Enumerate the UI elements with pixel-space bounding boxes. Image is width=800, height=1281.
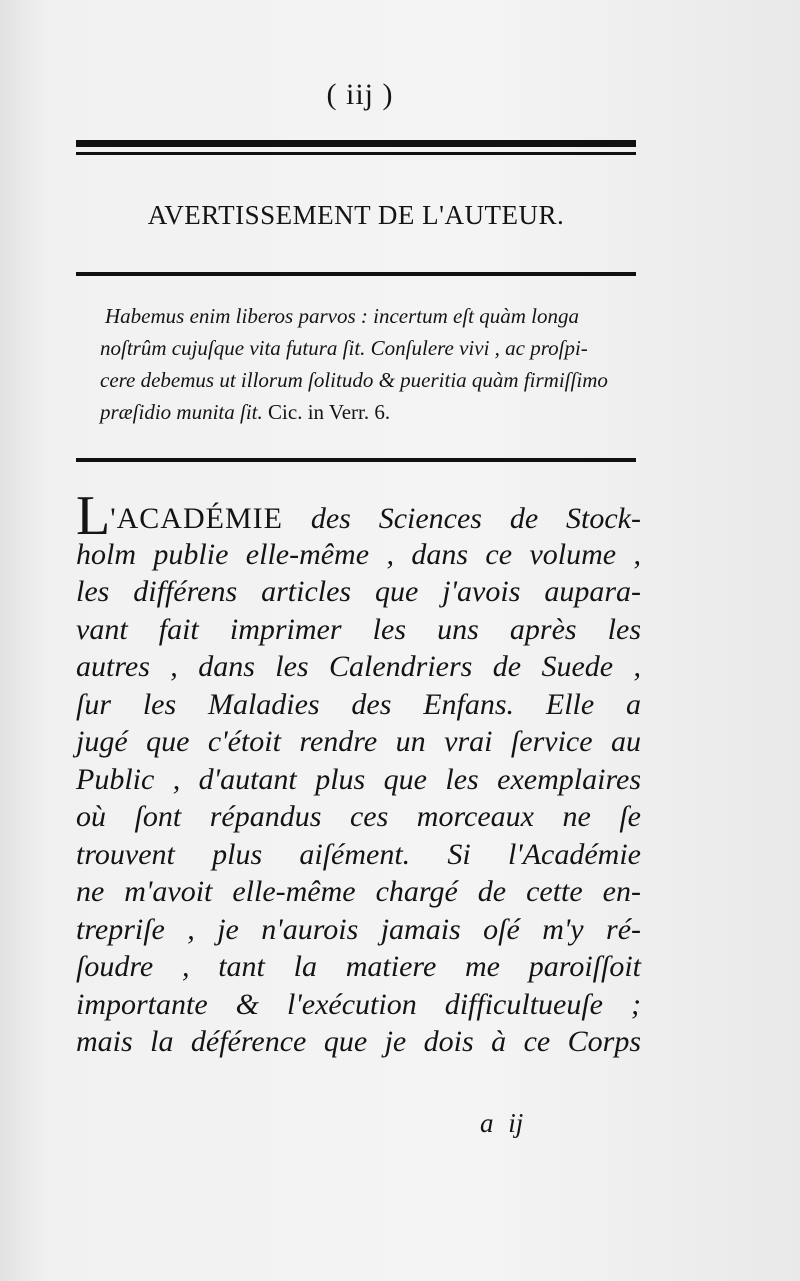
body-line: trouvent plus aiſément. Si l'Académie [76, 837, 641, 871]
body-line: jugé que c'étoit rendre un vrai ſervice au [76, 725, 641, 758]
epigraph-line: noſtrûm cujuſque vita futura ſit. Conſulere vivi , ac proſpi- [100, 336, 588, 360]
first-word-caps: 'ACADÉMIE [110, 502, 283, 535]
rule-under-title [76, 272, 636, 276]
body-text [76, 485, 641, 1061]
signature-mark: a ij [480, 1108, 524, 1138]
page-folio: ( iij ) [326, 78, 394, 111]
epigraph [100, 300, 640, 428]
body-line: ſur les Maladies des Enfans. Elle a [76, 687, 641, 721]
epigraph-line: cere debemus ut illorum ſolitudo & pueritia quàm firmiſſimo [100, 368, 608, 392]
body-first-line [76, 485, 641, 547]
body-line: ne m'avoit elle-même chargé de cette en- [76, 875, 641, 908]
section-title: AVERTISSEMENT DE L'AUTEUR. [147, 200, 565, 230]
epigraph-citation: Cic. in Verr. 6. [268, 400, 391, 424]
body-line: les différens articles que j'avois aupara- [76, 575, 641, 608]
body-line: importante & l'exécution difficultueuſe ; [76, 987, 641, 1021]
body-line: holm publie elle-même , dans ce volume , [76, 537, 641, 571]
body-line: mais la déférence que je dois à ce Corps [76, 1025, 641, 1058]
body-line: trepriſe , je n'aurois jamais oſé m'y ré- [76, 912, 641, 946]
rule-under-epigraph [76, 458, 636, 462]
body-line: vant fait imprimer les uns après les [76, 612, 641, 646]
double-rule-top [76, 140, 636, 155]
body-line: Public , d'autant plus que les exemplaires [76, 762, 641, 796]
body-line: où ſont répandus ces morceaux ne ſe [76, 800, 641, 833]
epigraph-last-line [100, 396, 640, 428]
epigraph-line-text: præſidio munita ſit. [100, 400, 263, 424]
drop-cap: L [76, 485, 111, 547]
body-line: autres , dans les Calendriers de Suede , [76, 650, 641, 683]
first-line-rest: des Sciences de Stock- [310, 502, 641, 535]
epigraph-line: Habemus enim liberos parvos : incertum eſt quàm longa [105, 304, 579, 328]
body-line: ſoudre , tant la matiere me paroiſſoit [76, 950, 641, 983]
